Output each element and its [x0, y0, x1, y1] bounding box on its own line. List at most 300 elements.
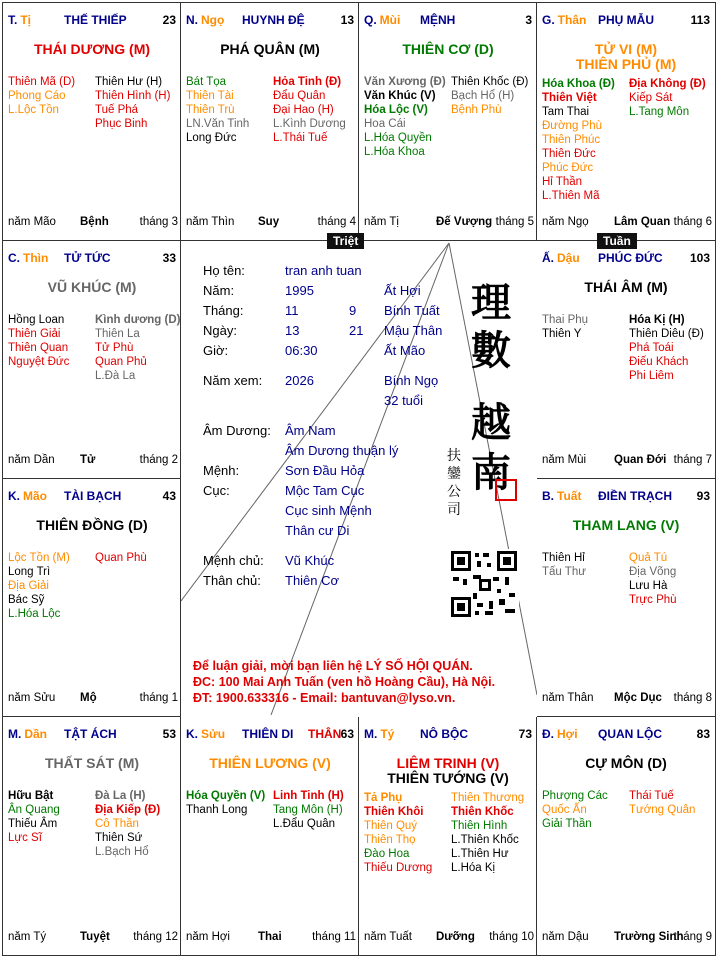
minor-star: Bệnh Phù [451, 104, 502, 116]
palace-footer [186, 216, 356, 230]
palace-tuat [537, 479, 715, 717]
view-year-value: 2026 [285, 373, 314, 388]
minor-star: Phong Cáo [8, 90, 66, 102]
minor-star: Tử Phù [95, 342, 134, 354]
palace-header [542, 727, 710, 743]
palace-name: NÔ BỘC [420, 727, 468, 741]
palace-thin [3, 241, 181, 479]
palace-month: tháng 11 [312, 931, 356, 943]
cuc-label: Cục: [203, 483, 230, 498]
minor-star: Giải Thần [542, 818, 592, 830]
palace-month: tháng 3 [139, 216, 178, 228]
main-star: THIÊN ĐỒNG (D) [36, 517, 148, 533]
palace-number: 113 [690, 13, 710, 27]
left-star-column [186, 75, 249, 145]
minor-star: Long Trì [8, 566, 51, 578]
palace-month: tháng 1 [139, 692, 178, 704]
palace-footer [542, 692, 712, 706]
palace-can: K. [186, 727, 198, 741]
minor-star: Phá Toái [629, 342, 674, 354]
minor-star: Tam Thai [542, 106, 590, 118]
palace-month: tháng 4 [317, 216, 356, 228]
palace-can: T. [8, 13, 18, 27]
minor-star: Quốc Ấn [542, 804, 587, 816]
minor-star: Kiếp Sát [629, 92, 673, 104]
right-star-column [95, 75, 170, 131]
palace-number: 73 [518, 727, 532, 741]
minor-star: L.Kình Dương [273, 118, 346, 130]
palace-can: Q. [364, 13, 377, 27]
palace-mao [3, 479, 181, 717]
palace-header [542, 489, 710, 505]
left-star-column [542, 789, 608, 831]
palace-year: năm Sửu [8, 692, 56, 704]
palace-can: Đ. [542, 727, 554, 741]
center-info-panel [181, 241, 537, 715]
palace-suu [181, 717, 359, 955]
minor-star: L.Hóa Lộc [8, 608, 61, 620]
minor-star: Thiên Giải [8, 328, 61, 340]
right-star-column [629, 77, 706, 119]
main-star: THAM LANG (V) [572, 517, 680, 533]
minor-star: L.Đà La [95, 370, 136, 382]
palace-number: 103 [689, 251, 710, 265]
minor-star: Thiên Phúc [542, 134, 601, 146]
palace-phase: Mộ [80, 692, 97, 704]
palace-name: QUAN LỘC [598, 727, 662, 741]
palace-dan [3, 717, 181, 955]
palace-month: tháng 8 [673, 692, 712, 704]
palace-number: 43 [162, 489, 176, 503]
palace-footer [542, 216, 712, 230]
main-star: THIÊN TƯỚNG (V) [387, 770, 509, 786]
minor-star: Phục Binh [95, 118, 148, 130]
minor-star: L.Thái Tuế [273, 132, 328, 144]
main-star: THẤT SÁT (M) [44, 755, 140, 771]
palace-header [8, 489, 176, 505]
main-star: THÁI DƯƠNG (M) [33, 41, 151, 57]
minor-star: Hóa Khoa (Đ) [542, 78, 615, 90]
minor-star: Lưu Hà [629, 580, 668, 592]
minor-star: Văn Xương (Đ) [364, 76, 446, 88]
seal-char-1: 理 [471, 279, 511, 326]
palace-chi: Tị [20, 13, 32, 27]
palace-phase: Lâm Quan [614, 216, 671, 228]
hour-value: 06:30 [285, 343, 318, 358]
minor-star: Đường Phù [542, 120, 602, 132]
palace-year: năm Tuất [364, 931, 412, 943]
palace-phase: Trường Sinh [614, 931, 684, 943]
minor-star: L.Thiên Hư [451, 848, 509, 860]
minor-star: Long Đức [186, 132, 237, 144]
seal-char-4: 南 [471, 449, 511, 496]
minor-star: Đẩu Quân [273, 90, 326, 102]
main-star: VŨ KHÚC (M) [47, 279, 137, 295]
palace-phase: Bệnh [80, 216, 109, 228]
main-star: PHÁ QUÂN (M) [220, 41, 320, 57]
minor-star: Thiên Đức [542, 148, 596, 160]
left-star-column [364, 791, 432, 875]
minor-star: Tang Môn (H) [273, 804, 343, 816]
minor-star: Nguyệt Đức [8, 356, 70, 368]
palace-chi: Tý [380, 727, 395, 741]
year-value: 1995 [285, 283, 314, 298]
palace-mui [359, 3, 537, 241]
seal-char-2: 數 [471, 327, 511, 374]
palace-month: tháng 9 [673, 931, 712, 943]
right-star-column [273, 75, 346, 145]
day-lunar: 13 [285, 323, 300, 338]
view-year-canchi: Bính Ngọ [384, 373, 439, 388]
palace-number: 53 [162, 727, 176, 741]
tuan-tag: Tuần [597, 233, 637, 249]
palace-header [542, 251, 710, 267]
menh-label: Mệnh: [203, 463, 240, 478]
palace-number: 63 [340, 727, 354, 741]
minor-star: Thiên Khốc [451, 806, 514, 818]
month-solar: 9 [349, 303, 357, 318]
minor-star: Hoa Cái [364, 118, 406, 130]
menh-chu-value: Vũ Khúc [285, 553, 335, 568]
year-canchi: Ất Hợi [384, 283, 421, 298]
right-star-column [95, 789, 160, 859]
palace-year: năm Thìn [186, 216, 235, 228]
minor-star: Thai Phụ [542, 314, 589, 326]
minor-star: Trực Phù [629, 594, 677, 606]
palace-number: 23 [162, 13, 176, 27]
palace-number: 13 [340, 13, 354, 27]
palace-can: M. [364, 727, 378, 741]
name-label: Họ tên: [203, 263, 245, 278]
right-star-column [629, 313, 704, 383]
palace-can: C. [8, 251, 20, 265]
minor-star: Phúc Đức [542, 162, 594, 174]
minor-star: Thiên Quan [8, 342, 69, 354]
view-year-label: Năm xem: [203, 373, 263, 388]
minor-star: Thiên Trù [186, 104, 235, 116]
right-star-column [629, 789, 695, 817]
palace-footer [542, 931, 712, 945]
palace-phase: Tử [80, 454, 96, 466]
minor-star: Quan Phù [95, 552, 147, 564]
palace-dau [537, 241, 715, 479]
minor-star: Thiếu Âm [8, 818, 58, 830]
minor-star: Quả Tú [629, 552, 668, 564]
red-seal-stamp [495, 479, 517, 501]
minor-star: Thiên Thọ [364, 834, 416, 846]
palace-month: tháng 2 [139, 454, 178, 466]
main-star: THIÊN PHỦ (M) [575, 56, 677, 72]
palace-chi: Tuất [557, 489, 582, 503]
palace-chi: Mão [23, 489, 47, 503]
left-star-column [8, 313, 69, 369]
minor-star: Cô Thần [95, 818, 139, 830]
main-star: THIÊN LƯƠNG (V) [209, 755, 331, 771]
palace-month: tháng 5 [495, 216, 534, 228]
minor-star: Hóa Lộc (V) [364, 104, 428, 116]
palace-phase: Mộc Dục [614, 692, 662, 704]
minor-star: Thiên Khốc (Đ) [451, 76, 529, 88]
minor-star: Địa Kiếp (Đ) [95, 804, 161, 816]
triet-tag: Triệt [327, 233, 364, 249]
right-star-column [451, 791, 524, 875]
palace-chi: Dần [24, 727, 48, 741]
left-star-column [542, 551, 586, 579]
minor-star: Thiếu Dương [364, 862, 433, 874]
palace-can: N. [186, 13, 198, 27]
cuc-value-2: Cục sinh Mệnh [285, 503, 372, 518]
palace-ty [359, 717, 537, 955]
palace-can: G. [542, 13, 555, 27]
hour-label: Giờ: [203, 343, 229, 358]
palace-chi: Hợi [557, 727, 578, 741]
minor-star: Thiên Khôi [364, 806, 424, 818]
right-star-column [273, 789, 344, 831]
palace-header [8, 251, 176, 267]
minor-star: Hỏa Tinh (Đ) [273, 76, 342, 88]
minor-star: Thiên Hình (H) [95, 90, 171, 102]
palace-name: PHỤ MẪU [598, 13, 654, 27]
seal-char-3: 越 [471, 399, 511, 446]
contact-line-2: ĐC: 100 Mai Anh Tuấn (ven hồ Hoàng Cầu), Hà Nội. [193, 675, 496, 689]
minor-star: Đào Hoa [364, 848, 410, 860]
palace-can: B. [542, 489, 554, 503]
main-star: THIÊN CƠ (D) [402, 41, 494, 57]
palace-footer [8, 931, 178, 945]
main-star: TỬ VI (M) [594, 41, 658, 57]
cuc-value-3: Thân cư Di [285, 523, 350, 538]
palace-year: năm Dần [8, 454, 55, 466]
palace-ngo [181, 3, 359, 241]
palace-year: năm Thân [542, 692, 594, 704]
right-star-column [451, 75, 528, 117]
palace-header [8, 13, 176, 29]
palace-can: M. [8, 727, 22, 741]
day-canchi: Mậu Thân [384, 323, 443, 338]
palace-number: 93 [696, 489, 710, 503]
minor-star: Thiên Mã (D) [8, 76, 76, 88]
cuc-value: Mộc Tam Cục [285, 483, 365, 498]
palace-name: THẾ THIẾP [64, 13, 127, 27]
minor-star: Lực Sĩ [8, 832, 42, 844]
minor-star: Thiên Sứ [95, 832, 143, 844]
day-label: Ngày: [203, 323, 237, 338]
minor-star: Quan Phủ [95, 356, 147, 368]
palace-phase: Thai [258, 931, 282, 943]
palace-name: TẬT ÁCH [64, 727, 117, 741]
minor-star: L.Hóa Khoa [364, 146, 425, 158]
minor-star: Linh Tinh (H) [273, 790, 344, 802]
palace-month: tháng 12 [133, 931, 178, 943]
minor-star: L.Bạch Hổ [95, 846, 149, 858]
minor-star: L.Đẩu Quân [273, 818, 336, 830]
minor-star: Tướng Quân [629, 804, 696, 816]
palace-ti [3, 3, 181, 241]
palace-chi: Dậu [557, 251, 580, 265]
left-star-column [186, 789, 265, 817]
palace-footer [8, 692, 178, 706]
minor-star: Bát Tọa [186, 76, 227, 88]
palace-year: năm Mão [8, 216, 56, 228]
minor-star: Thiên Việt [542, 92, 597, 104]
palace-month: tháng 7 [673, 454, 712, 466]
minor-star: Thiên Y [542, 328, 582, 340]
name-value: tran anh tuan [285, 263, 362, 278]
left-star-column [542, 77, 615, 203]
left-star-column [364, 75, 446, 159]
palace-number: 83 [696, 727, 710, 741]
amduong-label: Âm Dương: [203, 423, 271, 438]
palace-chi: Thìn [23, 251, 49, 265]
minor-star: Văn Khúc (V) [364, 90, 436, 102]
palace-name: HUYNH ĐỆ [242, 13, 305, 27]
month-canchi: Bính Tuất [384, 303, 440, 318]
minor-star: Hóa Quyền (V) [186, 790, 266, 802]
minor-star: Hữu Bật [8, 790, 54, 802]
qr-code-icon[interactable] [449, 549, 519, 619]
palace-hoi [537, 717, 715, 955]
palace-header [542, 13, 710, 29]
left-star-column [542, 313, 588, 341]
minor-star: Địa Giải [8, 580, 49, 592]
amduong-value: Âm Nam [285, 423, 336, 438]
palace-name: THIÊN DI [242, 727, 294, 741]
minor-star: Hồng Loan [8, 314, 65, 326]
palace-footer [8, 454, 178, 468]
palace-name: TỬ TỨC [64, 251, 111, 265]
minor-star: Bác Sỹ [8, 594, 45, 606]
palace-footer [364, 931, 534, 945]
day-solar: 21 [349, 323, 364, 338]
minor-star: Thiên Tài [186, 90, 234, 102]
minor-star: Địa Không (Đ) [629, 78, 706, 90]
left-star-column [8, 551, 70, 621]
palace-chi: Mùi [379, 13, 401, 27]
minor-star: Tả Phụ [364, 792, 403, 804]
minor-star: Thiên La [95, 328, 140, 340]
palace-footer [364, 216, 534, 230]
minor-star: Kình dương (D) [95, 314, 181, 326]
contact-line-3[interactable]: ĐT: 1900.633316 - Email: bantuvan@lyso.vn. [193, 691, 456, 705]
minor-star: Thanh Long [186, 804, 248, 816]
minor-star: Hỉ Thần [542, 176, 583, 188]
main-star: LIÊM TRINH (V) [396, 755, 500, 771]
minor-star: Bạch Hổ (H) [451, 90, 515, 102]
palace-header [186, 13, 354, 29]
minor-star: Ân Quang [8, 804, 60, 816]
main-star: CỰ MÔN (D) [585, 755, 667, 771]
minor-star: Thiên Hư (H) [95, 76, 163, 88]
right-star-column [629, 551, 677, 607]
minor-star: Địa Võng [629, 566, 677, 578]
minor-star: Thái Tuế [629, 790, 674, 802]
minor-star: L.Thiên Mã [542, 190, 600, 202]
minor-star: Tuế Phá [95, 104, 139, 116]
palace-header [8, 727, 176, 743]
palace-chi: Ngọ [201, 13, 225, 27]
palace-year: năm Tị [364, 216, 399, 228]
palace-name: TÀI BẠCH [64, 489, 122, 503]
minor-star: Đại Hao (H) [273, 104, 334, 116]
than-chu-value: Thiên Cơ [285, 573, 340, 588]
palace-phase: Tuyệt [80, 931, 110, 943]
minor-star: Lộc Tồn (M) [8, 552, 70, 564]
palace-header [186, 727, 354, 743]
palace-than [537, 3, 715, 241]
left-star-column [8, 75, 75, 117]
month-label: Tháng: [203, 303, 244, 318]
minor-star: Đà La (H) [95, 790, 146, 802]
palace-phase: Suy [258, 216, 280, 228]
menh-chu-label: Mệnh chủ: [203, 553, 264, 568]
minor-star: Phượng Các [542, 790, 608, 802]
minor-star: L.Hóa Quyền [364, 132, 432, 144]
palace-year: năm Mùi [542, 454, 587, 466]
palace-phase: Quan Đới [614, 454, 667, 466]
minor-star: L.Lộc Tồn [8, 104, 59, 116]
right-star-column [95, 313, 180, 383]
palace-name: ĐIỀN TRẠCH [598, 489, 672, 503]
minor-star: Thiên Quý [364, 820, 418, 832]
palace-footer [8, 216, 178, 230]
right-star-column [95, 551, 147, 565]
minor-star: Thiên Hỉ [542, 552, 585, 564]
palace-month: tháng 6 [673, 216, 712, 228]
palace-chi: Sửu [201, 727, 226, 741]
palace-footer [542, 454, 712, 468]
minor-star: L.Tang Môn [629, 106, 690, 118]
contact-line-1: Để luận giải, mời bạn liên hệ LÝ SỐ HỘI QUÁN. [193, 659, 473, 673]
palace-month: tháng 10 [489, 931, 534, 943]
minor-star: Tấu Thư [542, 566, 586, 578]
palace-chi: Thân [557, 13, 587, 27]
palace-year: năm Hợi [186, 931, 230, 943]
minor-star: Thiên Thương [451, 792, 525, 804]
main-star: THÁI ÂM (M) [584, 279, 668, 295]
menh-value: Sơn Đầu Hỏa [285, 463, 365, 478]
palace-phase: Đế Vượng [436, 216, 493, 228]
palace-year: năm Dậu [542, 931, 589, 943]
palace-number: 33 [162, 251, 176, 265]
palace-year: năm Tý [8, 931, 47, 943]
seal-side-text: 扶鑾公司 [447, 448, 461, 518]
palace-number: 3 [525, 13, 532, 27]
palace-can: K. [8, 489, 20, 503]
age-value: 32 tuổi [384, 393, 424, 408]
minor-star: L.Thiên Khốc [451, 834, 519, 846]
minor-star: Phi Liêm [629, 370, 674, 382]
palace-can: Ấ. [542, 251, 554, 265]
minor-star: L.Hóa Kị [451, 862, 496, 874]
palace-name: MỆNH [420, 13, 456, 27]
amduong-value-2: Âm Dương thuận lý [285, 443, 399, 458]
minor-star: LN.Văn Tinh [186, 118, 250, 130]
palace-name: PHÚC ĐỨC [598, 251, 663, 265]
palace-year: năm Ngọ [542, 216, 589, 228]
palace-header [364, 727, 532, 743]
minor-star: Thiên Hình [451, 820, 508, 832]
palace-phase: Dưỡng [436, 931, 475, 943]
minor-star: Điếu Khách [629, 356, 689, 368]
hour-canchi: Ất Mão [384, 343, 426, 358]
minor-star: Hóa Kị (H) [629, 314, 685, 326]
than-chu-label: Thân chủ: [203, 573, 261, 588]
month-lunar: 11 [285, 303, 299, 318]
minor-star: Thiên Diêu (Đ) [629, 328, 704, 340]
year-label: Năm: [203, 283, 235, 298]
left-star-column [8, 789, 60, 845]
palace-header [364, 13, 532, 29]
